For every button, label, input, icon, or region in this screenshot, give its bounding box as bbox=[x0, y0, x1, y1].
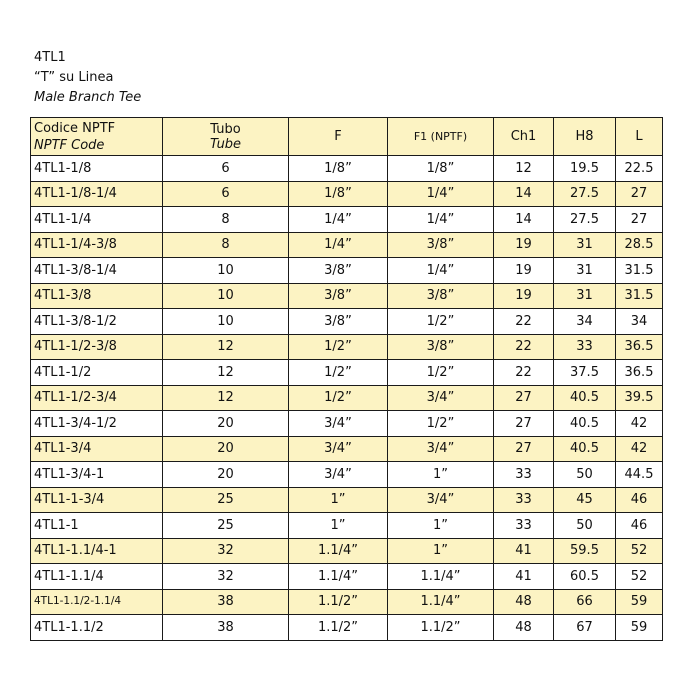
tube-cell: 6 bbox=[163, 181, 289, 207]
l-cell: 39.5 bbox=[616, 385, 663, 411]
l-cell: 31.5 bbox=[616, 258, 663, 284]
l-cell: 36.5 bbox=[616, 360, 663, 386]
l-cell: 52 bbox=[616, 564, 663, 590]
ch1-cell: 22 bbox=[494, 334, 554, 360]
ch1-cell: 33 bbox=[494, 487, 554, 513]
f-cell: 1.1/4” bbox=[289, 538, 388, 564]
table-row bbox=[31, 258, 663, 284]
table-row bbox=[31, 436, 663, 462]
code-cell: 4TL1-3/4-1/2 bbox=[31, 411, 163, 437]
l-cell: 27 bbox=[616, 181, 663, 207]
f-cell: 1/8” bbox=[289, 156, 388, 182]
ch1-cell: 33 bbox=[494, 462, 554, 488]
ch1-cell: 27 bbox=[494, 411, 554, 437]
f-cell: 3/8” bbox=[289, 283, 388, 309]
table-row bbox=[31, 181, 663, 207]
code-cell: 4TL1-1-3/4 bbox=[31, 487, 163, 513]
ch1-cell: 41 bbox=[494, 538, 554, 564]
l-cell: 59 bbox=[616, 615, 663, 641]
table-row bbox=[31, 309, 663, 335]
h8-cell: 45 bbox=[554, 487, 616, 513]
f-cell: 1.1/4” bbox=[289, 564, 388, 590]
h8-cell: 40.5 bbox=[554, 385, 616, 411]
tube-cell: 20 bbox=[163, 462, 289, 488]
f-cell: 1.1/2” bbox=[289, 589, 388, 615]
table-header-row bbox=[31, 118, 663, 156]
table-row bbox=[31, 385, 663, 411]
table-row bbox=[31, 589, 663, 615]
l-cell: 46 bbox=[616, 513, 663, 539]
ch1-cell: 48 bbox=[494, 589, 554, 615]
tube-cell: 6 bbox=[163, 156, 289, 182]
f-cell: 1/4” bbox=[289, 207, 388, 233]
f1-cell: 3/4” bbox=[388, 436, 494, 462]
code-cell: 4TL1-1.1/4-1 bbox=[31, 538, 163, 564]
ch1-cell: 19 bbox=[494, 258, 554, 284]
f1-cell: 3/8” bbox=[388, 232, 494, 258]
table-row bbox=[31, 462, 663, 488]
f-cell: 1/4” bbox=[289, 232, 388, 258]
f-cell: 1/2” bbox=[289, 385, 388, 411]
tube-cell: 10 bbox=[163, 309, 289, 335]
ch1-cell: 22 bbox=[494, 360, 554, 386]
tube-cell: 8 bbox=[163, 207, 289, 233]
f-cell: 1/2” bbox=[289, 334, 388, 360]
header-code-label: Codice NPTF bbox=[34, 120, 116, 136]
code-cell: 4TL1-3/4 bbox=[31, 436, 163, 462]
code-cell: 4TL1-3/8-1/4 bbox=[31, 258, 163, 284]
l-cell: 22.5 bbox=[616, 156, 663, 182]
ch1-cell: 12 bbox=[494, 156, 554, 182]
h8-cell: 37.5 bbox=[554, 360, 616, 386]
code-cell: 4TL1-3/8 bbox=[31, 283, 163, 309]
l-cell: 52 bbox=[616, 538, 663, 564]
h8-cell: 50 bbox=[554, 462, 616, 488]
h8-cell: 50 bbox=[554, 513, 616, 539]
h8-cell: 31 bbox=[554, 283, 616, 309]
table-row bbox=[31, 283, 663, 309]
code-cell: 4TL1-1/4-3/8 bbox=[31, 232, 163, 258]
ch1-cell: 41 bbox=[494, 564, 554, 590]
h8-cell: 40.5 bbox=[554, 411, 616, 437]
f-cell: 1.1/2” bbox=[289, 615, 388, 641]
header-tube-label: Tubo bbox=[210, 121, 241, 137]
tube-cell: 38 bbox=[163, 615, 289, 641]
code-cell: 4TL1-3/8-1/2 bbox=[31, 309, 163, 335]
l-cell: 28.5 bbox=[616, 232, 663, 258]
code-cell: 4TL1-1 bbox=[31, 513, 163, 539]
table-row bbox=[31, 564, 663, 590]
tube-cell: 12 bbox=[163, 360, 289, 386]
tube-cell: 25 bbox=[163, 513, 289, 539]
h8-cell: 31 bbox=[554, 258, 616, 284]
ch1-cell: 48 bbox=[494, 615, 554, 641]
h8-cell: 60.5 bbox=[554, 564, 616, 590]
ch1-cell: 14 bbox=[494, 181, 554, 207]
ch1-cell: 33 bbox=[494, 513, 554, 539]
table-row bbox=[31, 487, 663, 513]
h8-cell: 67 bbox=[554, 615, 616, 641]
f1-cell: 3/8” bbox=[388, 283, 494, 309]
header-tube-sublabel: Tube bbox=[209, 136, 242, 152]
h8-cell: 40.5 bbox=[554, 436, 616, 462]
f1-cell: 1” bbox=[388, 462, 494, 488]
code-cell: 4TL1-1.1/2 bbox=[31, 615, 163, 641]
header-f: F bbox=[289, 118, 388, 156]
ch1-cell: 19 bbox=[494, 283, 554, 309]
table-row bbox=[31, 360, 663, 386]
h8-cell: 27.5 bbox=[554, 207, 616, 233]
l-cell: 59 bbox=[616, 589, 663, 615]
header-code bbox=[31, 118, 163, 156]
table-row bbox=[31, 207, 663, 233]
code-cell: 4TL1-1/4 bbox=[31, 207, 163, 233]
l-cell: 46 bbox=[616, 487, 663, 513]
header-ch1: Ch1 bbox=[494, 118, 554, 156]
f-cell: 1” bbox=[289, 487, 388, 513]
code-cell: 4TL1-1/2-3/4 bbox=[31, 385, 163, 411]
h8-cell: 31 bbox=[554, 232, 616, 258]
product-subtitle: Male Branch Tee bbox=[34, 90, 142, 105]
l-cell: 42 bbox=[616, 436, 663, 462]
tube-cell: 12 bbox=[163, 385, 289, 411]
ch1-cell: 27 bbox=[494, 385, 554, 411]
l-cell: 44.5 bbox=[616, 462, 663, 488]
code-cell: 4TL1-1/8-1/4 bbox=[31, 181, 163, 207]
f1-cell: 1” bbox=[388, 513, 494, 539]
f1-cell: 1/4” bbox=[388, 258, 494, 284]
f1-cell: 1/8” bbox=[388, 156, 494, 182]
f1-cell: 1/4” bbox=[388, 207, 494, 233]
tube-cell: 20 bbox=[163, 411, 289, 437]
l-cell: 34 bbox=[616, 309, 663, 335]
code-cell: 4TL1-1.1/4 bbox=[31, 564, 163, 590]
f1-cell: 1/2” bbox=[388, 309, 494, 335]
f1-cell: 1/2” bbox=[388, 411, 494, 437]
f1-cell: 1/4” bbox=[388, 181, 494, 207]
header-h8: H8 bbox=[554, 118, 616, 156]
tube-cell: 10 bbox=[163, 258, 289, 284]
header-code-sublabel: NPTF Code bbox=[34, 137, 105, 153]
f-cell: 3/8” bbox=[289, 258, 388, 284]
f1-cell: 1.1/4” bbox=[388, 564, 494, 590]
tube-cell: 8 bbox=[163, 232, 289, 258]
f1-cell: 3/4” bbox=[388, 487, 494, 513]
h8-cell: 59.5 bbox=[554, 538, 616, 564]
f-cell: 3/4” bbox=[289, 462, 388, 488]
f-cell: 1/2” bbox=[289, 360, 388, 386]
code-cell: 4TL1-1/2 bbox=[31, 360, 163, 386]
h8-cell: 27.5 bbox=[554, 181, 616, 207]
ch1-cell: 22 bbox=[494, 309, 554, 335]
f1-cell: 1/2” bbox=[388, 360, 494, 386]
h8-cell: 33 bbox=[554, 334, 616, 360]
table-row bbox=[31, 411, 663, 437]
f1-cell: 1.1/2” bbox=[388, 615, 494, 641]
l-cell: 31.5 bbox=[616, 283, 663, 309]
table-row bbox=[31, 513, 663, 539]
f-cell: 1” bbox=[289, 513, 388, 539]
f1-cell: 1.1/4” bbox=[388, 589, 494, 615]
tube-cell: 10 bbox=[163, 283, 289, 309]
ch1-cell: 14 bbox=[494, 207, 554, 233]
h8-cell: 19.5 bbox=[554, 156, 616, 182]
document-heading bbox=[34, 48, 141, 108]
product-title: “T” su Linea bbox=[34, 70, 114, 85]
f-cell: 3/8” bbox=[289, 309, 388, 335]
code-cell: 4TL1-1/8 bbox=[31, 156, 163, 182]
table-row bbox=[31, 156, 663, 182]
tube-cell: 12 bbox=[163, 334, 289, 360]
code-cell: 4TL1-1/2-3/8 bbox=[31, 334, 163, 360]
l-cell: 27 bbox=[616, 207, 663, 233]
table-row bbox=[31, 615, 663, 641]
table-row bbox=[31, 538, 663, 564]
ch1-cell: 27 bbox=[494, 436, 554, 462]
code-cell: 4TL1-3/4-1 bbox=[31, 462, 163, 488]
table-row bbox=[31, 334, 663, 360]
f1-cell: 1” bbox=[388, 538, 494, 564]
l-cell: 36.5 bbox=[616, 334, 663, 360]
tube-cell: 20 bbox=[163, 436, 289, 462]
header-tube bbox=[163, 118, 289, 156]
header-f1: F1 (NPTF) bbox=[388, 118, 494, 156]
l-cell: 42 bbox=[616, 411, 663, 437]
h8-cell: 34 bbox=[554, 309, 616, 335]
specification-table bbox=[30, 117, 663, 641]
ch1-cell: 19 bbox=[494, 232, 554, 258]
table-body bbox=[31, 156, 663, 641]
header-l: L bbox=[616, 118, 663, 156]
table-row bbox=[31, 232, 663, 258]
f-cell: 3/4” bbox=[289, 411, 388, 437]
h8-cell: 66 bbox=[554, 589, 616, 615]
tube-cell: 38 bbox=[163, 589, 289, 615]
product-code: 4TL1 bbox=[34, 50, 66, 65]
f-cell: 3/4” bbox=[289, 436, 388, 462]
tube-cell: 25 bbox=[163, 487, 289, 513]
f1-cell: 3/4” bbox=[388, 385, 494, 411]
f1-cell: 3/8” bbox=[388, 334, 494, 360]
tube-cell: 32 bbox=[163, 538, 289, 564]
tube-cell: 32 bbox=[163, 564, 289, 590]
f-cell: 1/8” bbox=[289, 181, 388, 207]
code-cell: 4TL1-1.1/2-1.1/4 bbox=[31, 589, 163, 615]
